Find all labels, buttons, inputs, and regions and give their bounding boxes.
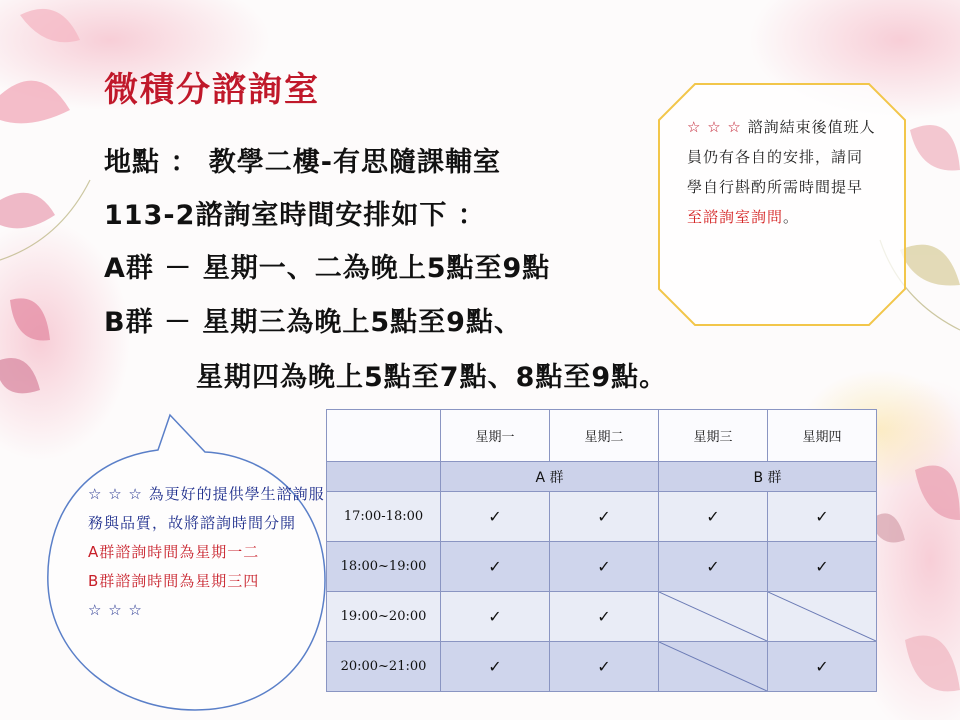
- schedule-table: [326, 409, 877, 692]
- table-header-row: [327, 410, 877, 462]
- bubble-stars-end: ☆ ☆ ☆: [88, 601, 143, 619]
- bubble-line-1: 為更好的提供學生諮詢服務與品質，故將諮詢時間分開: [88, 485, 325, 532]
- diagonal-slash-icon: [659, 642, 767, 691]
- page-title: 微積分諮詢室: [104, 70, 320, 110]
- check-mark-cell: ✓: [550, 492, 659, 542]
- schedule-body: [327, 492, 877, 692]
- note-stars: ☆ ☆ ☆: [687, 118, 742, 136]
- group-b-schedule-text-1: B群 － 星期三為晚上5點至9點、: [104, 307, 522, 338]
- info-speech-bubble: [40, 410, 330, 715]
- bubble-text: [88, 480, 328, 625]
- diagonal-slash-icon: [659, 592, 767, 641]
- note-end: 。: [783, 208, 800, 226]
- header-corner-cell: [327, 410, 441, 462]
- schedule-intro-text: 113-2諮詢室時間安排如下 ：: [104, 200, 486, 231]
- check-mark-cell: ✓: [441, 492, 550, 542]
- check-mark-cell: ✓: [659, 542, 768, 592]
- header-day-mon: 星期一: [441, 410, 550, 462]
- header-day-thu: 星期四: [768, 410, 877, 462]
- table-row: [327, 592, 877, 642]
- group-a-header: A 群: [441, 462, 659, 492]
- table-row: [327, 542, 877, 592]
- group-b-schedule-text-2: 星期四為晚上5點至7點、8點至9點。: [196, 362, 668, 393]
- check-mark-cell: ✓: [441, 542, 550, 592]
- diagonal-slash-icon: [768, 592, 876, 641]
- table-group-row: [327, 462, 877, 492]
- check-mark-cell: ✓: [768, 642, 877, 692]
- header-day-wed: 星期三: [659, 410, 768, 462]
- table-row: [327, 492, 877, 542]
- table-row: [327, 642, 877, 692]
- unavailable-slash-cell: [659, 592, 768, 642]
- unavailable-slash-cell: [659, 642, 768, 692]
- group-a-schedule-text: A群 － 星期一、二為晚上5點至9點: [104, 253, 551, 284]
- bubble-stars-start: ☆ ☆ ☆: [88, 485, 143, 503]
- time-slot-cell: 19:00~20:00: [327, 592, 441, 642]
- header-day-tue: 星期二: [550, 410, 659, 462]
- check-mark-cell: ✓: [550, 642, 659, 692]
- check-mark-cell: ✓: [550, 542, 659, 592]
- time-slot-cell: 20:00~21:00: [327, 642, 441, 692]
- bubble-line-group-a: A群諮詢時間為星期一二: [88, 543, 260, 561]
- check-mark-cell: ✓: [659, 492, 768, 542]
- time-slot-cell: 17:00-18:00: [327, 492, 441, 542]
- note-line-2: 至諮詢室詢問: [687, 208, 784, 226]
- note-line-1: 諮詢結束後值班人員仍有各自的安排，請同學自行斟酌所需時間: [687, 118, 876, 196]
- note-highlight-early: 提早: [831, 178, 864, 196]
- location-text: 地點 ： 教學二樓-有思隨課輔室: [104, 147, 502, 178]
- check-mark-cell: ✓: [550, 592, 659, 642]
- reminder-note-text: [687, 112, 877, 232]
- group-corner-cell: [327, 462, 441, 492]
- group-b-header: B 群: [659, 462, 877, 492]
- check-mark-cell: ✓: [441, 642, 550, 692]
- check-mark-cell: ✓: [768, 492, 877, 542]
- check-mark-cell: ✓: [768, 542, 877, 592]
- reminder-note-box: [657, 82, 907, 327]
- time-slot-cell: 18:00~19:00: [327, 542, 441, 592]
- check-mark-cell: ✓: [441, 592, 550, 642]
- bubble-line-group-b: B群諮詢時間為星期三四: [88, 572, 260, 590]
- unavailable-slash-cell: [768, 592, 877, 642]
